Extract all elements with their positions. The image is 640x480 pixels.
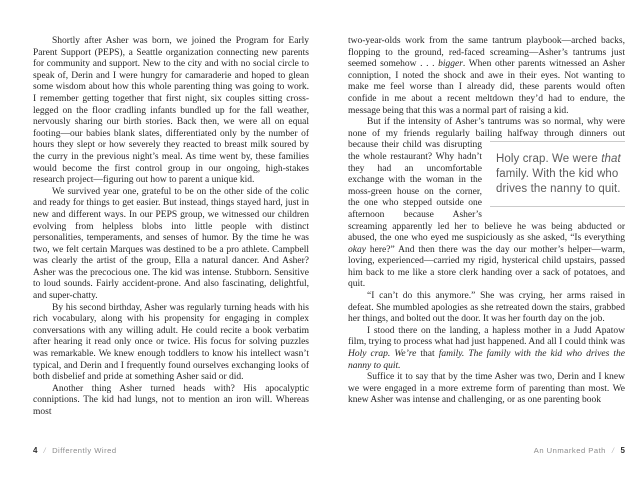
- italic-text: bigger: [438, 59, 463, 70]
- body-paragraph: “I can’t do this anymore.” She was crying, her arms raised in defeat. She mumbled apologies as she retreated down the stairs, grabbed her things, and bolted out the door. It was her fourth day on the job.: [348, 291, 625, 325]
- italic-text: Holy crap. We’re: [348, 349, 421, 360]
- body-paragraph: I stood there on the landing, a hapless mother in a Judd Apatow film, trying to process what had just happened. And all I could think was Holy crap. We’re that family. The family with the kid who drives the nanny to quit.: [348, 325, 625, 371]
- left-page-number: 4: [33, 446, 38, 455]
- right-page-text: [348, 36, 625, 407]
- body-paragraph: By his second birthday, Asher was regularly turning heads with his rich vocabulary, along with his propensity for engaging in complex conversations with any willing adult. He could recite a book verbatim after hearing it read only once or twice. His focus for solving puzzles was remarkable. We knew enough toddlers to know his intellect wasn’t typical, and Derin and I frequently found ourselves exchanging looks of both disbelief and pride at something Asher said or did.: [33, 302, 309, 383]
- left-page-footer: [33, 446, 117, 455]
- right-page-number: 5: [620, 446, 625, 455]
- right-page-footer: [348, 446, 625, 455]
- body-paragraph: Suffice it to say that by the time Asher was two, Derin and I knew we were engaged in a more extreme form of parenting than most. We knew Asher was intense and challenging, or as one parenting book: [348, 372, 625, 406]
- body-paragraph: Shortly after Asher was born, we joined the Program for Early Parent Support (PEPS), a Seattle organization connecting new parents for community and support. New to the city and with no social circle to speak of, Derin and I were hungry for camaraderie and hoped to glean some wisdom about how this whole parenting thing was going to work. I remember getting together that first night, six couples sitting cross-legged on the floor cradling infants bundled up for the fall weather, nervously sharing our birth stories. Back then, we were all on equal footing—our babies blank slates, differentiated only by the number of hours they slept or how severely they reacted to breast milk soured by the curry in the previous night’s meal. As time went by, these families would become the first control group in our ongoing, high-stakes research project—figuring out how to parent a unique kid.: [33, 36, 309, 186]
- left-page-text: [33, 36, 309, 419]
- left-running-title: Differently Wired: [52, 446, 117, 455]
- body-paragraph: Holy crap. We were that family. With the kid who drives the nanny to quit. But if the intensity of Asher’s tantrums was so normal, why were none of my friends regularly bailing halfway through dinners out because their child was disrupting the whole restaurant? Why hadn’t they had an uncomfortable exchange with the woman in the moss-green house on the corner, the one who stepped outside one afternoon because Asher’s screaming apparently led her to believe he was being abducted or abused, the one who eyed me suspiciously as she asked, “Is everything okay here?” And then there was the day our mother’s helper—warm, loving, experienced—carried my rigid, hysterical child upstairs, passed him back to me like a store clerk handing over a sack of potatoes, and quit.: [348, 117, 625, 290]
- footer-slash-icon: /: [43, 446, 47, 455]
- right-running-title: An Unmarked Path: [533, 446, 606, 455]
- italic-text: okay: [348, 244, 366, 255]
- body-paragraph: Another thing Asher turned heads with? His apocalyptic conniptions. The kid had lungs, not to mention an iron will. Whereas most: [33, 383, 309, 417]
- italic-text: family. The family with the kid who drives the nanny to quit.: [348, 349, 625, 371]
- body-paragraph: two-year-olds work from the same tantrum playbook—arched backs, flopping to the ground, red-faced screaming—Asher’s tantrums just seemed somehow . . . bigger. When other parents witnessed an Asher conniption, I noted the shock and awe in their eyes. Not wanting to make me feel worse than I already did, these parents would often confide in me about a recent meltdown they’d had to endure, the message being that this was a normal part of raising a kid.: [348, 36, 626, 116]
- pull-quote: Holy crap. We were that family. With the kid who drives the nanny to quit.: [490, 141, 625, 207]
- italic-text: that: [601, 153, 621, 166]
- footer-slash-icon: /: [611, 446, 615, 455]
- body-paragraph: We survived year one, grateful to be on the other side of the colic and ready for things to get easier. But instead, things stayed hard, just in new and different ways. In our PEPS group, we witnessed our children evolving from helpless blobs into little people with distinct personalities, temperaments, and senses of humor. By the time he was two, we felt certain Marques was destined to be a pro athlete. Campbell was clearly the artist of the group, Ella a natural dancer. And Asher? Asher was the precocious one. The kid was intense. Stubborn. Sensitive to loud sounds. Fairly accident-prone. And also fascinating, delightful, and super-chatty.: [33, 186, 309, 302]
